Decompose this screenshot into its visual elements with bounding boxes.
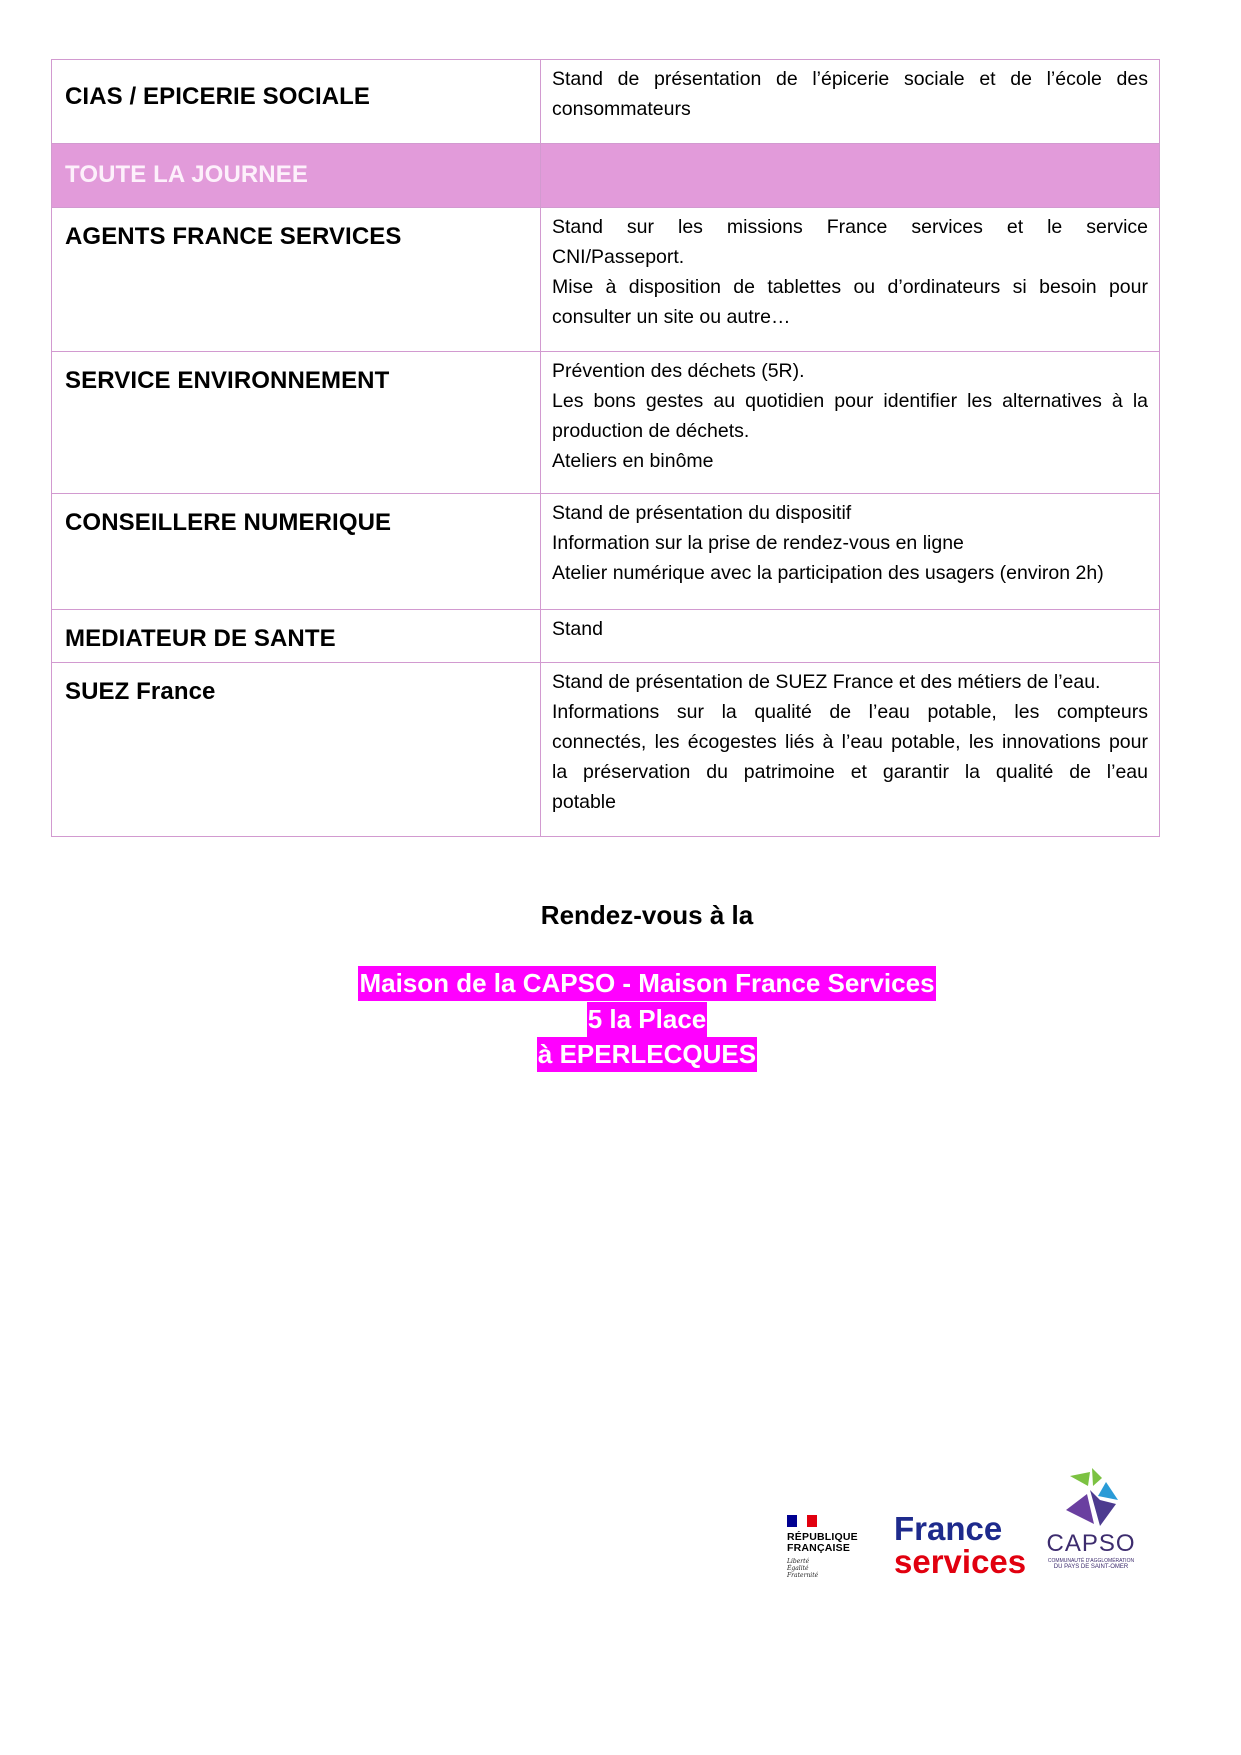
description-text xyxy=(541,610,1159,644)
table-row xyxy=(52,494,1160,610)
description-cell xyxy=(541,144,1160,208)
address-line-venue: Maison de la CAPSO - Maison France Services xyxy=(358,966,935,1001)
description-line: Les bons gestes au quotidien pour identifier les alternatives à la xyxy=(552,390,1148,412)
section-row xyxy=(52,144,1160,208)
republique-motto xyxy=(787,1558,862,1579)
capso-shard-green-1 xyxy=(1070,1472,1090,1486)
table-row xyxy=(52,208,1160,352)
address-line-town: à EPERLECQUES xyxy=(537,1037,757,1072)
description-cell xyxy=(541,352,1160,494)
description-cell xyxy=(541,610,1160,663)
description-line: consommateurs xyxy=(552,98,691,120)
france-services-word1: France xyxy=(894,1510,1003,1547)
description-cell xyxy=(541,208,1160,352)
description-text xyxy=(541,60,1159,124)
participant-cell xyxy=(52,208,541,352)
participant-cell xyxy=(52,60,541,144)
participant-cell xyxy=(52,144,541,208)
motto-liberte: Liberté xyxy=(787,1558,810,1565)
republique-line1: RÉPUBLIQUE xyxy=(787,1531,858,1543)
description-cell xyxy=(541,60,1160,144)
table-row xyxy=(52,663,1160,837)
description-text xyxy=(541,663,1159,817)
participant-name: MEDIATEUR DE SANTE xyxy=(65,625,336,652)
description-cell xyxy=(541,663,1160,837)
participant-name: CONSEILLERE NUMERIQUE xyxy=(65,509,392,536)
description-line: production de déchets. xyxy=(552,420,750,442)
participant-name: SUEZ France xyxy=(65,678,216,705)
motto-egalite: Égalité xyxy=(787,1565,809,1572)
republique-francaise-logo xyxy=(787,1515,862,1579)
description-line: Prévention des déchets (5R). xyxy=(552,360,805,382)
capso-shard-violet-2 xyxy=(1066,1494,1094,1524)
table-row xyxy=(52,610,1160,663)
description-text xyxy=(541,208,1159,332)
section-title: TOUTE LA JOURNEE xyxy=(65,161,308,188)
description-line: CNI/Passeport. xyxy=(552,246,685,268)
france-services-logo xyxy=(894,1512,1026,1578)
address-block xyxy=(0,966,1241,1073)
capso-emblem-icon xyxy=(1060,1466,1122,1530)
description-line: Informations sur la qualité de l’eau potable, les compteurs xyxy=(552,701,1148,723)
description-line: Ateliers en binôme xyxy=(552,450,714,472)
french-flag-icon xyxy=(787,1515,817,1527)
capso-subtitle-2: DU PAYS DE SAINT-OMER xyxy=(1053,1564,1129,1570)
description-line: connectés, les écogestes liés à l’eau potable, les innovations pour xyxy=(552,731,1148,753)
address-line-street: 5 la Place xyxy=(587,1002,708,1037)
capso-shard-green-2 xyxy=(1092,1468,1102,1486)
description-text xyxy=(541,352,1159,476)
description-line: la préservation du patrimoine et garantir la qualité de l’eau xyxy=(552,761,1148,783)
participant-name: CIAS / EPICERIE SOCIALE xyxy=(65,82,371,110)
participant-cell xyxy=(52,352,541,494)
description-line: potable xyxy=(552,791,616,813)
program-table xyxy=(51,59,1160,837)
description-text xyxy=(541,494,1159,588)
description-line: consulter un site ou autre… xyxy=(552,306,791,328)
participant-cell xyxy=(52,494,541,610)
description-line: Mise à disposition de tablettes ou d’ordinateurs si besoin pour xyxy=(552,276,1148,298)
rendezvous-intro: Rendez-vous à la xyxy=(540,900,754,930)
republique-line2: FRANÇAISE xyxy=(787,1542,851,1554)
participant-name: AGENTS FRANCE SERVICES xyxy=(65,223,402,250)
description-line: Information sur la prise de rendez-vous en ligne xyxy=(552,532,964,554)
description-line: Stand xyxy=(552,618,603,640)
participant-cell xyxy=(52,663,541,837)
description-cell xyxy=(541,494,1160,610)
capso-shard-blue xyxy=(1098,1482,1118,1500)
description-line: Atelier numérique avec la participation des usagers (environ 2h) xyxy=(552,562,1104,584)
capso-name: CAPSO xyxy=(1046,1530,1136,1557)
table-row xyxy=(52,352,1160,494)
participant-cell xyxy=(52,610,541,663)
motto-fraternite: Fraternité xyxy=(787,1572,819,1579)
description-text xyxy=(541,144,1159,148)
description-line: Stand sur les missions France services et le service xyxy=(552,216,1148,238)
description-line: Stand de présentation de SUEZ France et des métiers de l’eau. xyxy=(552,671,1101,693)
capso-logo xyxy=(1045,1466,1137,1570)
france-services-word2: services xyxy=(894,1543,1027,1580)
description-line: Stand de présentation du dispositif xyxy=(552,502,852,524)
table-row xyxy=(52,60,1160,144)
participant-name: SERVICE ENVIRONNEMENT xyxy=(65,367,390,394)
description-line: Stand de présentation de l’épicerie sociale et de l’école des xyxy=(552,68,1148,90)
capso-subtitle-1: COMMUNAUTÉ D'AGGLOMÉRATION xyxy=(1047,1558,1135,1564)
